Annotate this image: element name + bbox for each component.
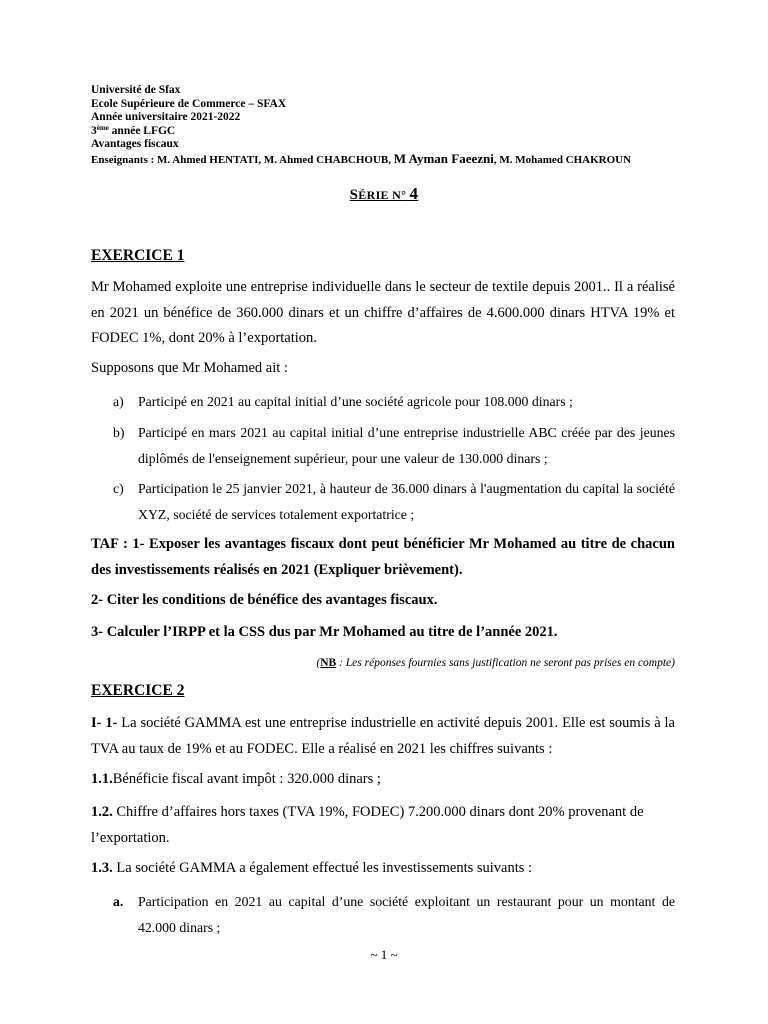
taf-question-3: 3- Calculer l’IRPP et la CSS dus par Mr Mohamed au titre de l’année 2021.	[91, 624, 558, 640]
point-1-1: 1.1.Bénéficie fiscal avant impôt : 320.000 dinars ;	[91, 771, 381, 787]
course-name: Avantages fiscaux	[91, 138, 179, 151]
exercise-1-title: EXERCICE 1	[91, 247, 185, 264]
point-1-2: 1.2. Chiffre d’affaires hors taxes (TVA 19%, FODEC) 7.200.000 dinars dont 20% provenant de l’exportation.	[91, 804, 644, 846]
university-name: Université de Sfax	[91, 84, 181, 96]
exercise-1-suppose: Supposons que Mr Mohamed ait :	[91, 360, 288, 376]
exercise-1-intro: Mr Mohamed exploite une entreprise individuelle dans le secteur de textile depuis 2001.. Il a réalisé en 2021 un bénéfice de 360.000 dinars et un chiffre d’affaires de 4.600.000 dinars HTVA 19% et FODEC 1%, dont 20% à l’exportation.	[91, 279, 675, 346]
series-title: SÉRIE N° 4	[349, 184, 419, 203]
taf-question-1: TAF : 1- Exposer les avantages fiscaux dont peut bénéficier Mr Mohamed au titre de chacun des investissements réalisés en 2021 (Expliquer brièvement).	[91, 536, 675, 578]
page-number: ~ 1 ~	[370, 947, 398, 962]
list-item: a) Participé en 2021 au capital initial d’une société agricole pour 108.000 dinars ;	[113, 394, 573, 409]
list-item: b) Participé en mars 2021 au capital initial d’une entreprise industrielle ABC créée par des jeunes diplômés de l'enseignement supérieur, pour une valeur de 130.000 dinars ;	[113, 425, 675, 466]
document-header	[91, 84, 691, 168]
school-name: Ecole Supérieure de Commerce – SFAX	[91, 97, 287, 110]
list-item: a. Participation en 2021 au capital d’une société exploitant un restaurant pour un montant de 42.000 dinars ;	[113, 894, 675, 935]
teachers-line: Enseignants : M. Ahmed HENTATI, M. Ahmed CHABCHOUB, M Ayman Faeezni, M. Mohamed CHAKROUN	[91, 150, 632, 166]
taf-question-2: 2- Citer les conditions de bénéfice des avantages fiscaux.	[91, 592, 438, 608]
academic-year: Année universitaire 2021-2022	[91, 111, 241, 124]
class-level: 3ème année LFGC	[91, 123, 176, 137]
point-1-3: 1.3. La société GAMMA a également effectué les investissements suivants :	[91, 860, 533, 876]
exercise-2-part-1: I- 1- La société GAMMA est une entreprise industrielle en activité depuis 2001. Elle est soumis à la TVA au taux de 19% et au FODEC. Elle a réalisé en 2021 les chiffres suivants :	[91, 715, 675, 757]
exercise-2-title: EXERCICE 2	[91, 682, 185, 699]
list-item: c) Participation le 25 janvier 2021, à hauteur de 36.000 dinars à l'augmentation du capital la société XYZ, société de services totalement exportatrice ;	[113, 481, 675, 522]
nb-note: (NB : Les réponses fournies sans justification ne seront pas prises en compte)	[316, 657, 675, 669]
